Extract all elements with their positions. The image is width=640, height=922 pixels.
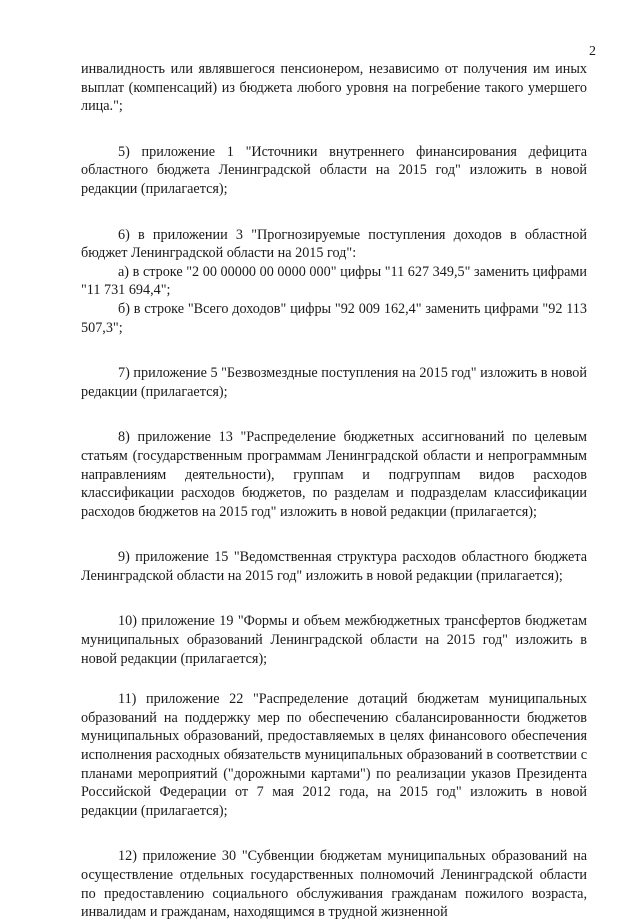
paragraph-continuation: инвалидность или являвшегося пенсионером, независимо от получения им иных выплат (компенсаций) из бюджета любого уровня на погребение такого умершего лица."; xyxy=(81,61,587,115)
paragraph-item-6: 6) в приложении 3 "Прогнозируемые поступления доходов в областной бюджет Ленинградской области на 2015 год": xyxy=(81,226,587,262)
paragraph-item-8: 8) приложение 13 "Распределение бюджетных ассигнований по целевым статьям (государственным программам Ленинградской области и непрограммным направлениям деятельности), группам и подгруппам видов расходов классификации расходов бюджетов, по разделам и подразделам классификации расходов бюджетов на 2015 год" изложить в новой редакции (прилагается); xyxy=(81,429,587,520)
document-body xyxy=(81,60,587,922)
paragraph-item-5: 5) приложение 1 "Источники внутреннего финансирования дефицита областного бюджета Ленинградской области на 2015 год" изложить в новой редакции (прилагается); xyxy=(81,143,587,197)
paragraph-item-6b: б) в строке "Всего доходов" цифры "92 009 162,4" заменить цифрами "92 113 507,3"; xyxy=(81,300,587,336)
paragraph-item-6a: а) в строке "2 00 00000 00 0000 000" цифры "11 627 349,5" заменить цифрами "11 731 694,4"; xyxy=(81,263,587,299)
paragraph-item-10: 10) приложение 19 "Формы и объем межбюджетных трансфертов бюджетам муниципальных образований Ленинградской области на 2015 год" изложить в новой редакции (прилагается); xyxy=(81,613,587,667)
paragraph-item-9: 9) приложение 15 "Ведомственная структура расходов областного бюджета Ленинградской области на 2015 год" изложить в новой редакции (прилагается); xyxy=(81,549,587,584)
page-number: 2 xyxy=(589,44,596,59)
paragraph-item-11: 11) приложение 22 "Распределение дотаций бюджетам муниципальных образований на поддержку мер по обеспечению сбалансированности бюджетов муниципальных образований, предоставляемых в целях финансового обеспечения исполнения расходных обязательств муниципальных образований в соответствии с планами мероприятий ("дорожными картами") по реализации указов Президента Российской Федерации от 7 мая 2012 года, на 2015 год" изложить в новой редакции (прилагается); xyxy=(81,691,587,819)
paragraph-item-12: 12) приложение 30 "Субвенции бюджетам муниципальных образований на осуществление отдельных государственных полномочий Ленинградской области по предоставлению социального обслуживания гражданам пожилого возраста, инвалидам и гражданам, находящимся в трудной жизненной xyxy=(81,848,587,921)
paragraph-item-7: 7) приложение 5 "Безвозмездные поступления на 2015 год" изложить в новой редакции (прилагается); xyxy=(81,365,587,400)
